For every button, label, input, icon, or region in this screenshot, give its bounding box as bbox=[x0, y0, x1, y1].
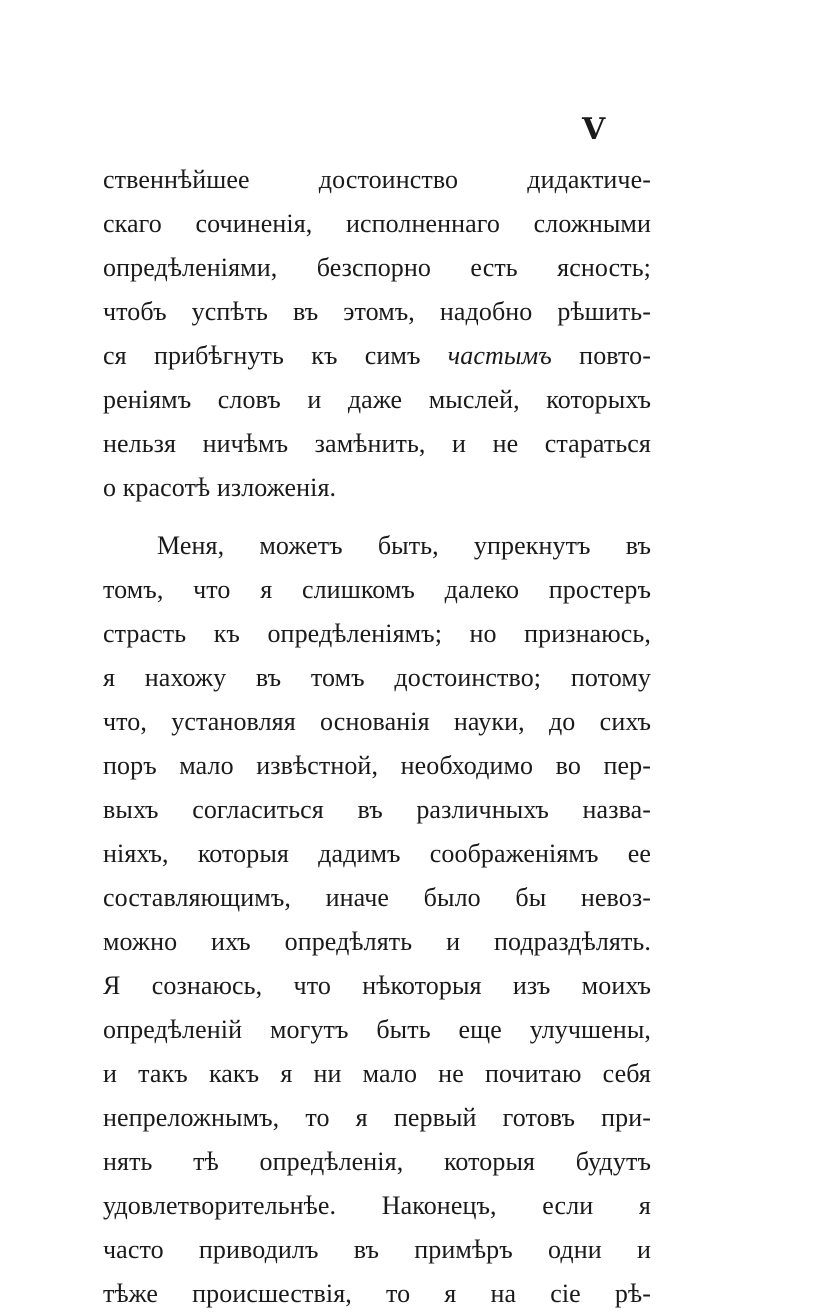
text-line: страсть къ опредѣленіямъ; но признаюсь, bbox=[103, 619, 651, 648]
text-line: опредѣленій могутъ быть еще улучшены, bbox=[103, 1015, 651, 1044]
paragraph-gap bbox=[103, 510, 651, 524]
text-line: можно ихъ опредѣлять и подраздѣлять. bbox=[103, 927, 651, 956]
text-line: и такъ какъ я ни мало не почитаю себя bbox=[103, 1059, 651, 1088]
text-line: ніяхъ, которыя дадимъ соображеніямъ ее bbox=[103, 839, 651, 868]
text-line: томъ, что я слишкомъ далеко простеръ bbox=[103, 575, 651, 604]
text-line: непреложнымъ, то я первый готовъ при- bbox=[103, 1103, 651, 1132]
body-text bbox=[103, 158, 651, 1316]
text-line: нять тѣ опредѣленія, которыя будутъ bbox=[103, 1147, 651, 1176]
text-line: о красотѣ изложенія. bbox=[103, 473, 337, 502]
text-line: удовлетворительнѣе. Наконецъ, если я bbox=[103, 1191, 651, 1220]
text-line: Я сознаюсь, что нѣкоторыя изъ моихъ bbox=[103, 971, 651, 1000]
text-line: реніямъ словъ и даже мыслей, которыхъ bbox=[103, 385, 651, 414]
page-number: V bbox=[582, 112, 606, 147]
text-line: что, установляя основанія науки, до сихъ bbox=[103, 707, 651, 736]
text-line: выхъ согласиться въ различныхъ назва- bbox=[103, 795, 651, 824]
text-line: составляющимъ, иначе было бы невоз- bbox=[103, 883, 651, 912]
text-line: опредѣленіями, безспорно есть ясность; bbox=[103, 253, 651, 282]
text-line-mixed bbox=[103, 334, 651, 378]
paragraph-1 bbox=[103, 158, 651, 510]
text-line: тѣже происшествія, то я на сіе рѣ- bbox=[103, 1279, 651, 1308]
text-segment: повто- bbox=[551, 341, 651, 370]
text-line: скаго сочиненія, исполненнаго сложными bbox=[103, 209, 651, 238]
text-line: нельзя ничѣмъ замѣнить, и не стараться bbox=[103, 429, 651, 458]
text-line: я нахожу въ томъ достоинство; потому bbox=[103, 663, 651, 692]
italic-word: частымъ bbox=[447, 341, 552, 370]
text-line: поръ мало извѣстной, необходимо во пер- bbox=[103, 751, 651, 780]
text-line: Меня, можетъ быть, упрекнутъ въ bbox=[157, 531, 651, 560]
text-segment: ся прибѣгнуть къ симъ bbox=[103, 341, 448, 370]
paragraph-2 bbox=[103, 524, 651, 1316]
text-line: часто приводилъ въ примѣръ одни и bbox=[103, 1235, 651, 1264]
text-line: чтобъ успѣть въ этомъ, надобно рѣшить- bbox=[103, 297, 651, 326]
text-line: ственнѣйшее достоинство дидактиче- bbox=[103, 165, 651, 194]
